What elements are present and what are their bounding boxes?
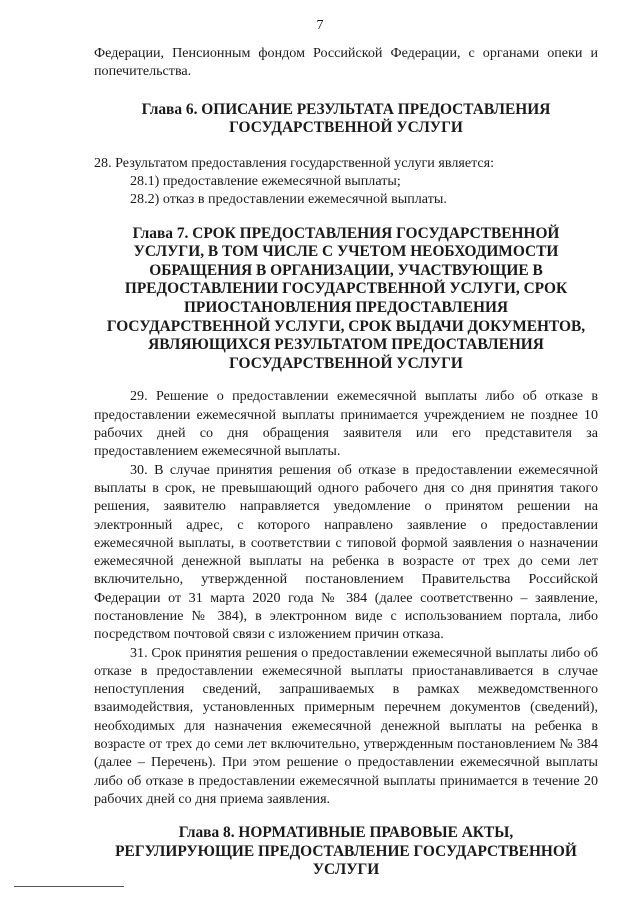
chapter-6-heading: Глава 6. ОПИСАНИЕ РЕЗУЛЬТАТА ПРЕДОСТАВЛЕНИЯ ГОСУДАРСТВЕННОЙ УСЛУГИ xyxy=(141,100,551,137)
result-list xyxy=(130,172,598,209)
chapter-8-heading: Глава 8. НОРМАТИВНЫЕ ПРАВОВЫЕ АКТЫ, РЕГУЛИРУЮЩИЕ ПРЕДОСТАВЛЕНИЕ ГОСУДАРСТВЕННОЙ УСЛУГИ xyxy=(115,824,577,879)
document-body xyxy=(94,44,598,880)
list-item: 28.2) отказ в предоставлении ежемесячной выплаты. xyxy=(130,191,447,208)
list-item: 28.1) предоставление ежемесячной выплаты; xyxy=(130,173,401,190)
page-number: 7 xyxy=(316,18,324,33)
paragraph-31: 31. Срок принятия решения о предоставлении ежемесячной выплаты либо об отказе в предоставлении ежемесячной выплаты приостанавливается в случае непоступления сведений, запрашиваемых в рамках межведомственного взаимодействия, установленных примерным перечнем документов (сведений), необходимых для назначения ежемесячной денежной выплаты на ребенка в возрасте от трех до семи лет включительно, утвержденным постановлением № 384 (далее – Перечень). При этом решение о предоставлении ежемесячной выплаты либо об отказе в предоставлении ежемесячной выплаты принимается в течение 20 рабочих дней со дня приема заявления. xyxy=(94,644,598,807)
paragraph-28: 28. Результатом предоставления государственной услуги является: xyxy=(94,154,495,171)
chapter-6-section xyxy=(94,154,598,209)
continuation-paragraph: Федерации, Пенсионным фондом Российской Федерации, с органами опеки и попечительства. xyxy=(94,45,598,80)
paragraph-30: 30. В случае принятия решения об отказе в предоставлении ежемесячной выплаты в срок, не превышающий одного рабочего дня со дня принятия такого решения, заявителю направляется уведомление о принятом решении на электронный адрес, с которого направлено заявление о предоставлении ежемесячной выплаты, в соответствии с типовой формой заявления о назначении ежемесячной денежной выплаты на ребенка в возрасте от трех до семи лет включительно, утвержденной постановлением Правительства Российской Федерации от 31 марта 2020 года № 384 (далее соответственно – заявление, постановление № 384), в электронном виде с использованием портала, либо посредством почтовой связи с изложением причин отказа. xyxy=(94,461,598,643)
paragraph-29: 29. Решение о предоставлении ежемесячной выплаты либо об отказе в предоставлении ежемесячной выплаты принимается учреждением не позднее 10 рабочих дней со дня обращения заявителя или его представителя за предоставлением ежемесячной выплаты. xyxy=(94,388,598,460)
chapter-7-heading: Глава 7. СРОК ПРЕДОСТАВЛЕНИЯ ГОСУДАРСТВЕННОЙ УСЛУГИ, В ТОМ ЧИСЛЕ С УЧЕТОМ НЕОБХОДИМОСТИ ОБРАЩЕНИЯ В ОРГАНИЗАЦИИ, УЧАСТВУЮЩИЕ В ПРЕДОСТАВЛЕНИИ ГОСУДАРСТВЕННОЙ УСЛУГИ, СРОК ПРИОСТАНОВЛЕНИЯ ПРЕДОСТАВЛЕНИЯ ГОСУДАРСТВЕННОЙ УСЛУГИ, СРОК ВЫДАЧИ ДОКУМЕНТОВ, ЯВЛЯЮЩИХСЯ РЕЗУЛЬТАТОМ ПРЕДОСТАВЛЕНИЯ ГОСУДАРСТВЕННОЙ УСЛУГИ xyxy=(106,224,586,372)
chapter-7-section xyxy=(94,387,598,808)
footer-rule xyxy=(14,886,124,887)
